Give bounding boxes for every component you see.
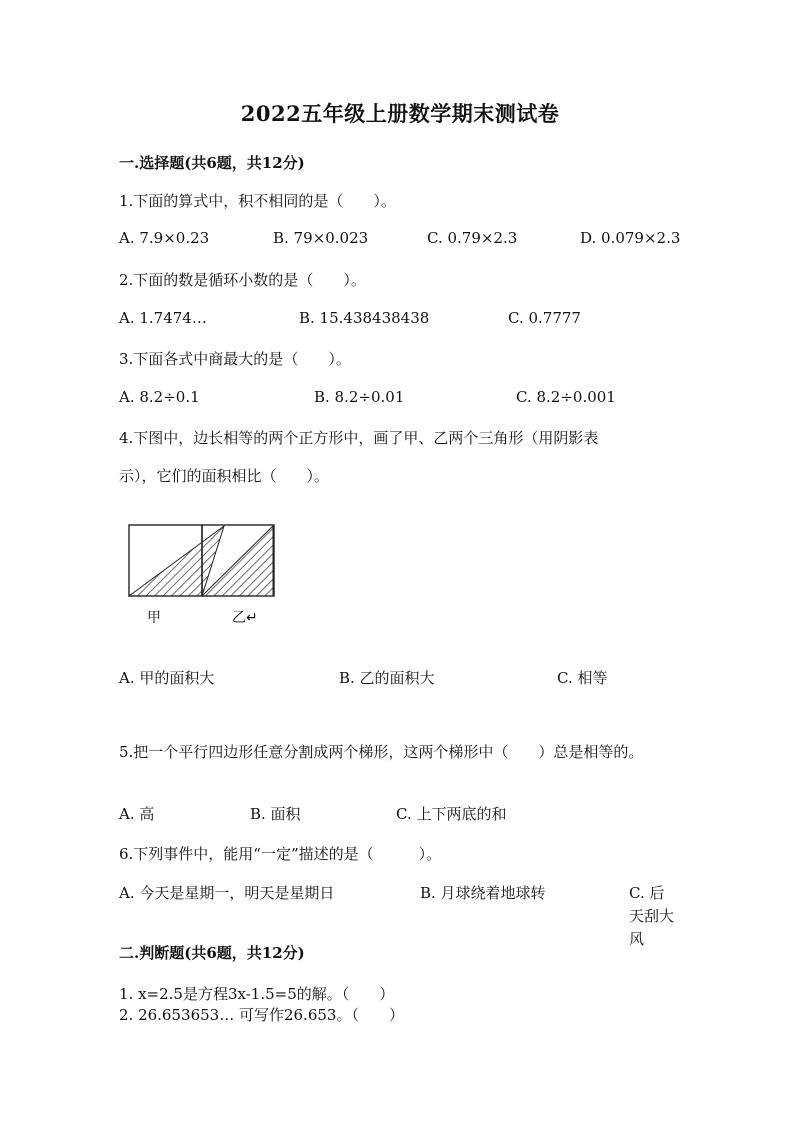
page-title: 2022五年级上册数学期末测试卷 xyxy=(240,101,560,126)
question-4-line-1: 4.下图中，边长相等的两个正方形中，画了甲、乙两个三角形（用阴影表 xyxy=(119,429,599,447)
q1-option-c: C. 0.79×2.3 xyxy=(427,229,518,247)
section-heading-choice: 一.选择题(共6题，共12分) xyxy=(119,154,305,172)
q6-option-c xyxy=(119,882,679,951)
triangle-jia xyxy=(129,526,224,596)
q6-option-a: A. 今天是星期一，明天是星期日 xyxy=(119,884,335,902)
question-4-line-2: 示），它们的面积相比（ ）。 xyxy=(119,467,330,485)
q6-option-b: B. 月球绕着地球转 xyxy=(420,884,546,902)
q4-option-b: B. 乙的面积大 xyxy=(339,669,435,687)
q5-option-c: C. 上下两底的和 xyxy=(396,805,507,823)
judgement-item-2: 2. 26.653653… 可写作26.653。（ ） xyxy=(119,1006,404,1024)
question-5: 5.把一个平行四边形任意分割成两个梯形，这两个梯形中（ ）总是相等的。 xyxy=(119,743,644,761)
question-6: 6.下列事件中，能用“一定”描述的是（ ）。 xyxy=(119,845,442,863)
q1-option-a: A. 7.9×0.23 xyxy=(119,229,210,247)
q5-option-b: B. 面积 xyxy=(250,805,301,823)
q2-option-a: A. 1.7474… xyxy=(119,309,207,327)
q3-option-b: B. 8.2÷0.01 xyxy=(314,388,405,406)
label-yi: 乙↵ xyxy=(232,610,258,626)
q4-option-a: A. 甲的面积大 xyxy=(119,669,215,687)
section-heading-judgement: 二.判断题(共6题，共12分) xyxy=(119,944,305,962)
q1-option-b: B. 79×0.023 xyxy=(273,229,369,247)
q3-option-c: C. 8.2÷0.001 xyxy=(516,388,616,406)
q5-option-a: A. 高 xyxy=(119,805,155,823)
label-jia: 甲 xyxy=(147,610,161,626)
q4-option-c: C. 相等 xyxy=(557,669,608,687)
q6-option-c-text: C. 后天刮大风 xyxy=(629,884,675,948)
q2-option-b: B. 15.438438438 xyxy=(299,309,430,327)
question-1: 1.下面的算式中，积不相同的是（ ）。 xyxy=(119,192,396,210)
q1-option-d: D. 0.079×2.3 xyxy=(580,229,681,247)
q2-option-c: C. 0.7777 xyxy=(508,309,581,327)
question-3: 3.下面各式中商最大的是（ ）。 xyxy=(119,350,351,368)
question-2: 2.下面的数是循环小数的是（ ）。 xyxy=(119,271,366,289)
q3-option-a: A. 8.2÷0.1 xyxy=(119,388,200,406)
judgement-item-1: 1. x=2.5是方程3x-1.5=5的解。（ ） xyxy=(119,985,395,1003)
